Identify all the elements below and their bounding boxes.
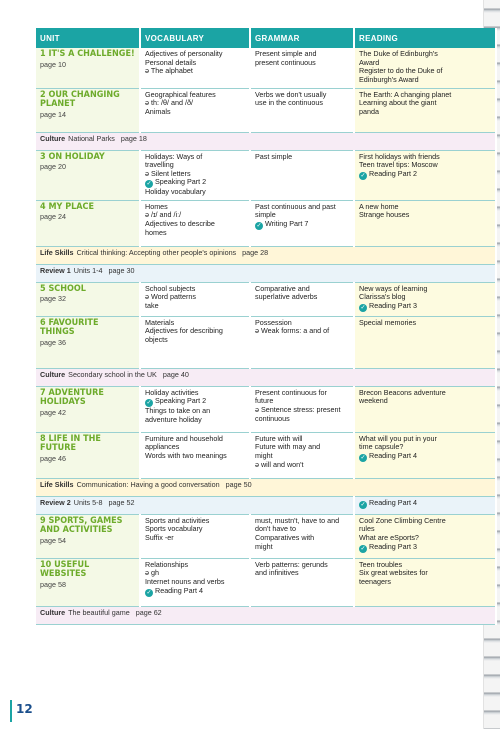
reading-line: What will you put in your [359, 433, 437, 443]
band-text: National Parks [68, 133, 115, 143]
unit-page: page 20 [40, 162, 66, 171]
reading-cell [354, 88, 496, 132]
vocab-line: Geographical features [145, 89, 216, 99]
unit-cell [36, 48, 140, 88]
band-cell [36, 478, 496, 496]
vocab-line: adventure holiday [145, 415, 202, 425]
vocab-line: Adjectives of personality [145, 49, 223, 58]
reading-line [359, 543, 491, 553]
grammar-line: and infinitives [255, 568, 299, 578]
grammar-line: superlative adverbs [255, 292, 318, 302]
band-cell [36, 606, 496, 624]
reading-line: Special memories [359, 317, 417, 327]
unit-row [36, 282, 496, 316]
reading-line: teenagers [359, 577, 391, 587]
band-text: Communication: Having a good conversation [76, 479, 220, 489]
reading-line: weekend [359, 396, 388, 406]
unit-page: page 46 [40, 453, 66, 463]
vocab-line: Words with two meanings [145, 451, 227, 461]
reading-line: Learning about the giant [359, 98, 437, 108]
vocab-line: Internet nouns and verbs [145, 577, 225, 587]
vocabulary-cell [140, 432, 250, 478]
reading-line: First holidays with friends [359, 151, 440, 161]
grammar-line: don't have to [255, 524, 296, 534]
vocab-line: School subjects [145, 283, 196, 293]
check-label: Reading Part 2 [369, 168, 417, 178]
vocab-line: appliances [145, 442, 180, 452]
grammar-cell [250, 432, 354, 478]
grammar-cell [250, 386, 354, 432]
vocab-line: Adjectives for describing [145, 326, 223, 336]
vocab-line: ə /ɪ/ and /iː/ [145, 210, 182, 220]
reading-line: Teen troubles [359, 559, 403, 569]
check-icon: ✓ [360, 172, 366, 179]
culture-band [36, 368, 496, 386]
culture-band [36, 606, 496, 624]
check-label: Reading Part 4 [369, 451, 417, 461]
vocab-line: Furniture and household [145, 433, 223, 443]
unit-page: page 24 [40, 212, 66, 222]
vocab-line: Animals [145, 106, 171, 116]
vocab-line: Suffix -er [145, 533, 174, 543]
grammar-line: Past simple [255, 151, 293, 161]
page-number-bar [10, 700, 12, 722]
reading-line: What are eSports? [359, 533, 419, 543]
vocabulary-cell [140, 88, 250, 132]
band-cell [36, 132, 496, 150]
vocab-line: objects [145, 335, 168, 345]
check-icon: ✓ [146, 589, 152, 596]
vocab-line: Personal details [145, 57, 197, 67]
reading-line: Strange houses [359, 210, 410, 220]
unit-title: 1 IT'S A CHALLENGE! [40, 49, 135, 59]
reading-cell [354, 282, 496, 316]
unit-row [36, 316, 496, 368]
contents-body [36, 48, 496, 624]
reading-line: Teen travel tips: Moscow [359, 160, 438, 170]
unit-cell [36, 514, 140, 558]
header-reading: READING [354, 28, 496, 48]
check-icon: ✓ [146, 181, 152, 188]
reading-line [359, 170, 491, 180]
unit-cell [36, 432, 140, 478]
reading-cell [354, 316, 496, 368]
check-label: Reading Part 3 [369, 301, 417, 311]
band-page: page 62 [135, 607, 162, 617]
band-reading-cell [354, 496, 496, 514]
grammar-line: simple [255, 210, 276, 220]
contents-table [36, 28, 497, 625]
check-label: Writing Part 7 [265, 219, 309, 229]
grammar-line: might [255, 451, 273, 461]
unit-row [36, 150, 496, 200]
unit-row [36, 386, 496, 432]
vocab-line: Sports and activities [145, 515, 210, 525]
grammar-line: Present continuous for [255, 387, 327, 397]
reading-cell [354, 558, 496, 606]
unit-title: 4 MY PLACE [40, 201, 95, 212]
unit-page: page 42 [40, 407, 66, 417]
unit-row [36, 432, 496, 478]
reading-cell [354, 432, 496, 478]
reading-cell [354, 386, 496, 432]
vocab-line: Holidays: Ways of [145, 151, 203, 161]
band-cell [36, 496, 354, 514]
check-label: Reading Part 4 [369, 497, 417, 507]
band-label: Life Skills [40, 479, 74, 489]
reading-line: Award [359, 57, 380, 67]
grammar-line: ə Weak forms: a and of [255, 326, 330, 336]
check-icon: ✓ [360, 545, 366, 552]
band-page: page 52 [108, 497, 135, 507]
band-label: Review 2 [40, 497, 71, 507]
grammar-cell [250, 48, 354, 88]
page-number: 12 [16, 702, 33, 716]
vocab-line: Materials [145, 317, 175, 327]
unit-title: 6 FAVOURITE THINGS [40, 317, 99, 338]
vocab-line: Sports vocabulary [145, 524, 203, 534]
reading-line: rules [359, 524, 375, 534]
grammar-cell [250, 150, 354, 200]
unit-cell [36, 282, 140, 316]
vocabulary-cell [140, 150, 250, 200]
grammar-cell [250, 558, 354, 606]
reading-line [359, 452, 491, 462]
band-text: Critical thinking: Accepting other people's opinions [76, 247, 237, 257]
unit-page: page 14 [40, 109, 66, 119]
reading-line: The Duke of Edinburgh's [359, 49, 438, 58]
lifeskills-band [36, 478, 496, 496]
unit-cell [36, 200, 140, 246]
unit-page: page 36 [40, 337, 66, 347]
vocab-line: ə Silent letters [145, 168, 191, 178]
vocab-line: Relationships [145, 559, 189, 569]
unit-cell [36, 316, 140, 368]
vocabulary-cell [140, 386, 250, 432]
check-icon: ✓ [256, 223, 262, 230]
unit-row [36, 558, 496, 606]
review-band [36, 264, 496, 282]
check-label: Speaking Part 2 [155, 396, 207, 406]
reading-cell [354, 150, 496, 200]
grammar-line: Future with may and [255, 442, 321, 452]
grammar-line: use in the continuous [255, 98, 323, 108]
grammar-cell [250, 514, 354, 558]
grammar-cell [250, 316, 354, 368]
grammar-line: Comparative and [255, 283, 310, 293]
reading-line: New ways of learning [359, 283, 428, 293]
grammar-cell [250, 200, 354, 246]
grammar-cell [250, 282, 354, 316]
vocabulary-cell [140, 282, 250, 316]
unit-title: 9 SPORTS, GAMES AND ACTIVITIES [40, 515, 123, 536]
grammar-line: Present simple and [255, 49, 317, 58]
vocab-line: ə The alphabet [145, 66, 193, 76]
band-cell [36, 368, 496, 386]
grammar-line [255, 220, 349, 230]
reading-line: A new home [359, 201, 399, 211]
band-label: Review 1 [40, 265, 71, 275]
band-page: page 30 [108, 265, 135, 275]
unit-title: 8 LIFE IN THE FUTURE [40, 433, 101, 454]
vocabulary-cell [140, 514, 250, 558]
review-band [36, 496, 496, 514]
unit-row [36, 88, 496, 132]
lifeskills-band [36, 246, 496, 264]
reading-cell [354, 514, 496, 558]
vocab-line: ə Word patterns [145, 292, 197, 302]
grammar-line: Verbs we don't usually [255, 89, 327, 99]
unit-page: page 54 [40, 535, 66, 545]
unit-row [36, 200, 496, 246]
vocab-line: ə th: /θ/ and /ð/ [145, 98, 193, 108]
grammar-line: future [255, 396, 274, 406]
header-grammar: GRAMMAR [250, 28, 354, 48]
check-label: Speaking Part 2 [155, 177, 207, 187]
vocab-line: Things to take on an [145, 406, 211, 416]
grammar-line: must, mustn't, have to and [255, 515, 340, 525]
check-icon: ✓ [360, 455, 366, 462]
reading-line: panda [359, 106, 379, 116]
reading-line [359, 302, 491, 312]
grammar-line: ə will and won't [255, 459, 304, 469]
grammar-line: Possession [255, 317, 292, 327]
vocab-line: Adjectives to describe [145, 219, 215, 229]
band-label: Life Skills [40, 247, 74, 257]
vocab-line: Holiday activities [145, 387, 199, 397]
grammar-line: Future with will [255, 433, 303, 443]
grammar-line: present continuous [255, 57, 316, 67]
vocab-line: Holiday vocabulary [145, 187, 206, 197]
grammar-line: Verb patterns: gerunds [255, 559, 328, 569]
band-page: page 50 [225, 479, 252, 489]
band-page: page 28 [242, 247, 269, 257]
unit-cell [36, 88, 140, 132]
check-label: Reading Part 3 [369, 541, 417, 551]
band-cell [36, 264, 496, 282]
band-text: Units 5-8 [73, 497, 103, 507]
reading-line: The Earth: A changing planet [359, 89, 452, 99]
check-icon: ✓ [146, 400, 152, 407]
reading-cell [354, 200, 496, 246]
vocab-line [145, 587, 245, 597]
reading-line: Brecon Beacons adventure [359, 387, 446, 397]
unit-page: page 32 [40, 294, 66, 304]
reading-line: Register to do the Duke of [359, 66, 443, 76]
unit-cell [36, 150, 140, 200]
reading-line: Six great websites for [359, 568, 428, 578]
vocab-line: take [145, 301, 159, 311]
reading-line: Edinburgh's Award [359, 74, 419, 84]
unit-cell [36, 558, 140, 606]
band-text: The beautiful game [68, 607, 130, 617]
header-row [36, 28, 496, 48]
band-label: Culture [40, 369, 66, 379]
grammar-line: Past continuous and past [255, 201, 336, 211]
check-icon: ✓ [360, 305, 366, 312]
vocab-line: ə gh [145, 568, 159, 578]
unit-page: page 58 [40, 579, 66, 589]
band-cell [36, 246, 496, 264]
unit-cell [36, 386, 140, 432]
unit-title: 10 USEFUL WEBSITES [40, 559, 90, 580]
vocabulary-cell [140, 200, 250, 246]
unit-title: 3 ON HOLIDAY [40, 151, 105, 162]
vocab-line: homes [145, 227, 167, 237]
vocabulary-cell [140, 48, 250, 88]
check-label: Reading Part 4 [155, 585, 203, 595]
unit-title: 2 OUR CHANGING PLANET [40, 89, 120, 109]
grammar-line: might [255, 541, 273, 551]
band-text: Secondary school in the UK [68, 369, 157, 379]
unit-row [36, 48, 496, 88]
grammar-line: ə Sentence stress: present [255, 405, 341, 415]
vocab-line: travelling [145, 160, 174, 170]
band-page: page 18 [120, 133, 147, 143]
unit-title: 5 SCHOOL [40, 283, 86, 294]
band-label: Culture [40, 607, 66, 617]
grammar-line: Comparatives with [255, 533, 315, 543]
reading-cell [354, 48, 496, 88]
culture-band [36, 132, 496, 150]
vocab-line: Homes [145, 201, 168, 211]
vocabulary-cell [140, 558, 250, 606]
band-text: Units 1-4 [73, 265, 103, 275]
reading-line: Cool Zone Climbing Centre [359, 515, 446, 525]
grammar-cell [250, 88, 354, 132]
unit-title: 7 ADVENTURE HOLIDAYS [40, 387, 104, 408]
check-icon: ✓ [360, 501, 366, 508]
vocabulary-cell [140, 316, 250, 368]
unit-page: page 10 [40, 59, 66, 69]
band-label: Culture [40, 133, 66, 143]
reading-line: Clarissa's blog [359, 292, 406, 302]
band-page: page 40 [162, 369, 189, 379]
header-vocabulary: VOCABULARY [140, 28, 250, 48]
header-unit: UNIT [36, 28, 140, 48]
unit-row [36, 514, 496, 558]
grammar-line: continuous [255, 413, 290, 423]
reading-line: time capsule? [359, 442, 404, 452]
